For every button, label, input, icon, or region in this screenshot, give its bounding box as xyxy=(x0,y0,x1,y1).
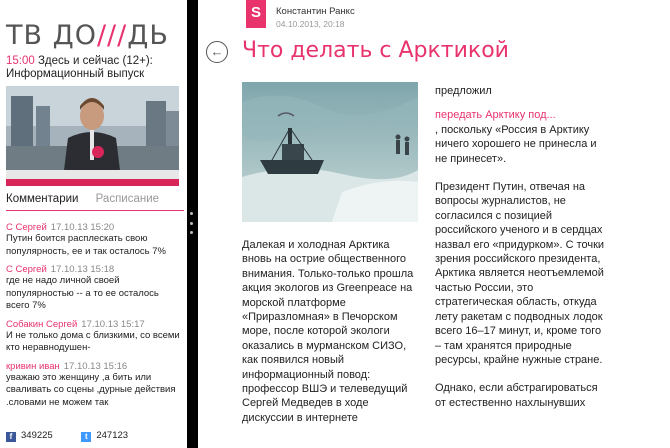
facebook-icon: f xyxy=(6,432,16,442)
comment-date: 17.10.13 15:20 xyxy=(50,222,115,233)
comment-item xyxy=(6,264,184,313)
live-video-player[interactable] xyxy=(6,86,179,186)
now-playing-time: 15:00 xyxy=(6,55,35,67)
split-divider[interactable] xyxy=(187,0,198,448)
comment-author[interactable]: Собакин Сергей xyxy=(6,318,78,330)
comment-date: 17.10.13 15:17 xyxy=(81,318,145,330)
tv-dozhd-logo: ТВ ДО///ДЬ xyxy=(6,20,169,51)
comment-item xyxy=(6,222,184,258)
comment-item xyxy=(6,361,184,410)
comment-text: уважаю это женщину ,а бить или сваливать со сцены ,дурные действия .словами не можем так xyxy=(6,371,176,408)
comment-item xyxy=(6,319,184,355)
article-link[interactable]: передать Арктику под... xyxy=(435,109,556,122)
arctic-ship-illustration xyxy=(242,82,418,222)
comment-text: Путин боится расплескать свою популярность, ее и так осталось 7% xyxy=(6,233,166,257)
social-counters xyxy=(6,430,154,442)
comment-date: 17.10.13 15:16 xyxy=(63,360,128,372)
twitter-icon: t xyxy=(81,432,91,442)
comment-text: И не только дома с близкими, со всеми кто неравнодушен- xyxy=(6,329,180,353)
facebook-count: 349225 xyxy=(21,430,53,441)
article-date: 04.10.2013, 20:18 xyxy=(276,19,345,29)
tab-divider xyxy=(6,210,184,211)
article-body-left: Далекая и холодная Арктика вновь на острие общественного внимания. Только-только прошла акция экологов из Greenpeace на морской платформе «Приразломная» в Печорском море, после которой экологи оказались в мурманском СИЗО, как появился новый информационный повод: профессор ВШЭ и телеведущий Сергей Медведев в ходе дискуссии в интернете xyxy=(242,239,414,424)
article-illustration xyxy=(242,82,418,222)
article-author[interactable]: Константин Ранкс xyxy=(276,6,355,17)
left-tabs xyxy=(6,193,173,205)
article-paragraph: Однако, если абстрагироваться от естественно нахлынувших xyxy=(435,382,598,409)
comment-text: где не надо личной своей популярностью -- а то ее осталось всего 7% xyxy=(6,275,159,311)
article-body-right xyxy=(435,84,605,424)
article-text: предложил xyxy=(435,85,492,97)
twitter-count: 247123 xyxy=(96,430,129,441)
facebook-share[interactable] xyxy=(6,430,53,442)
twitter-share[interactable] xyxy=(81,430,128,442)
article-panel xyxy=(198,0,670,448)
left-panel xyxy=(0,0,187,448)
tab-schedule[interactable]: Расписание xyxy=(95,193,160,205)
tab-comments[interactable]: Комментарии xyxy=(6,193,79,205)
article-text: , поскольку «Россия в Арктику ничего хорошего не принесла и не принесет». xyxy=(435,123,597,165)
comment-date: 17.10.13 15:18 xyxy=(50,264,115,275)
now-playing-subtitle: Информационный выпуск xyxy=(6,68,145,80)
video-frame xyxy=(6,86,179,186)
article-paragraph: Президент Путин, отвечая на вопросы журналистов, не согласился с позицией российского ученого и в сердцах назвал его «придурком». С точки зрения российского президента, Арктика является неотъемлемой частью России, это стратегическая область, откуда лету ракетам с подводных лодок всего 16–17 минут, и, кроме того – там хранятся природные ресурсы, крайне нужные стране. xyxy=(435,181,605,366)
split-grip-handle[interactable] xyxy=(190,212,194,234)
snob-logo: S xyxy=(246,0,266,28)
comments-list xyxy=(6,222,184,415)
article-title: Что делать с Арктикой xyxy=(242,38,509,63)
now-playing[interactable] xyxy=(6,55,153,67)
now-playing-label: Здесь и сейчас (12+): xyxy=(37,55,153,67)
comment-author[interactable]: С Сергей xyxy=(6,264,47,275)
back-arrow-icon[interactable]: ← xyxy=(206,41,228,63)
comment-author[interactable]: С Сергей xyxy=(6,222,47,233)
comment-author[interactable]: кривин иван xyxy=(6,360,60,372)
